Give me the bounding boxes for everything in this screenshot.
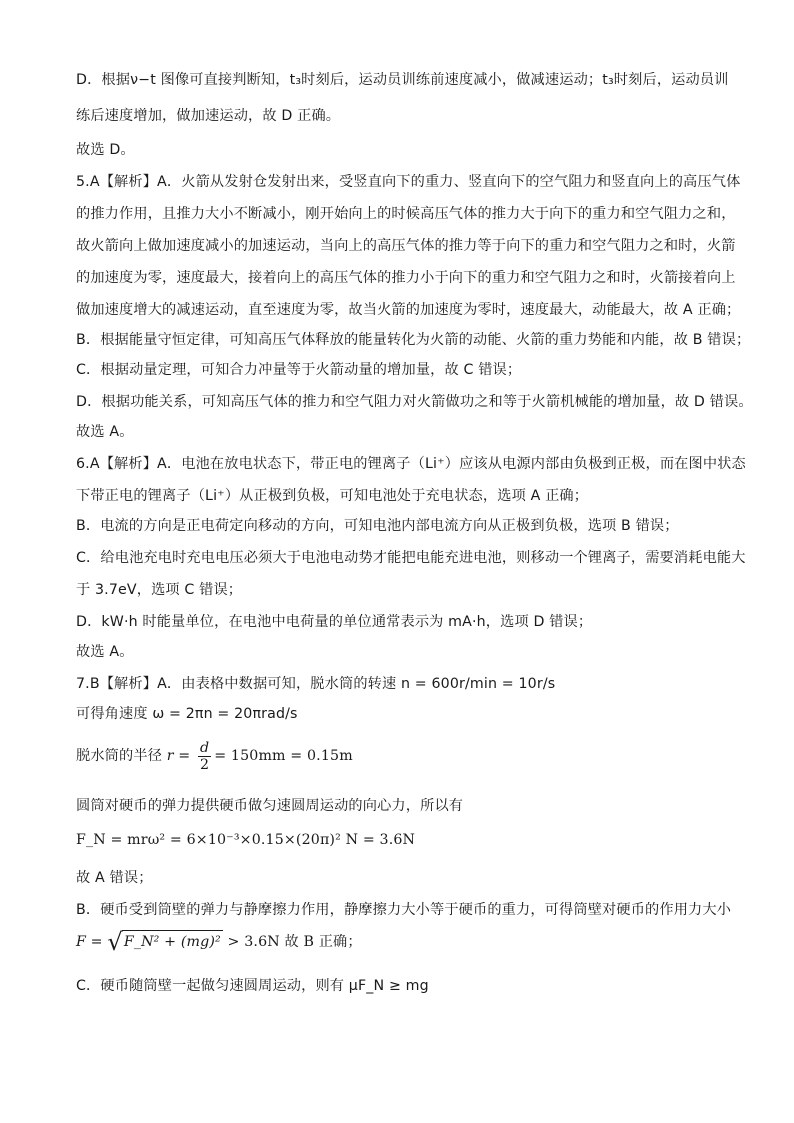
text-line: D．kW·h 时能量单位，在电池中电荷量的单位通常表示为 mA·h，选项 D 错误； [76, 614, 593, 630]
force-formula-line [76, 930, 734, 960]
radius-prefix: 脱水筒的半径 [76, 748, 167, 764]
text-line: C．给电池充电时充电电压必须大于电池电动势才能把电能充进电池，则移动一个锂离子，需要消耗电能大 [76, 550, 746, 566]
text-line: 7.B【解析】A．由表格中数据可知，脱水筒的转速 n = 600r/min = 10r/s [76, 676, 556, 692]
text-line: 可得角速度 ω = 2πn = 20πrad/s [76, 706, 298, 722]
text-line: B．硬币受到筒壁的弹力与静摩擦力作用，静摩擦力大小等于硬币的重力，可得筒壁对硬币的作用力大小 [76, 902, 732, 918]
normal-force-formula: F_N = mrω² = 6×10⁻³×0.15×(20π)² N = 3.6N [76, 832, 416, 848]
text-line: 的推力作用，且推力大小不断减小，刚开始向上的时候高压气体的推力大于向下的重力和空气阻力之和， [76, 206, 736, 222]
text-line: D．根据功能关系，可知高压气体的推力和空气阻力对火箭做功之和等于火箭机械能的增加量，故 D 错误。 [76, 394, 753, 410]
text-line: 6.A【解析】A．电池在放电状态下，带正电的锂离子（Li⁺）应该从电源内部由负极到正极，而在图中状态 [76, 456, 746, 472]
radius-rhs: = 150mm = 0.15m [214, 748, 353, 764]
text-line: 故 A 错误； [76, 870, 153, 886]
text-line: 做加速度增大的减速运动，直至速度为零，故当火箭的加速度为零时，速度最大，动能最大，故 A 正确； [76, 302, 741, 318]
fraction [198, 740, 211, 773]
radius-formula-line: 脱水筒的半径 r = $\frac{d}{2}$ = 150mm = 0.15m [76, 739, 353, 773]
force-rhs: > 3.6N 故 B 正确； [227, 934, 362, 950]
square-root: √ F_N² + (mg)² [107, 928, 221, 956]
text-line: B．根据能量守恒定律，可知高压气体释放的能量转化为火箭的动能、火箭的重力势能和内能，故 B 错误； [76, 332, 751, 348]
text-line: 练后速度增加，做加速运动，故 D 正确。 [76, 108, 341, 124]
text-line: 5.A【解析】A．火箭从发射仓发射出来，受竖直向下的重力、竖直向下的空气阻力和竖直向上的高压气体 [76, 174, 741, 190]
text-line: 故选 D。 [76, 142, 135, 158]
text-line: C．硬币随筒壁一起做匀速圆周运动，则有 μF_N ≥ mg [76, 978, 429, 994]
text-line: 圆筒对硬币的弹力提供硬币做匀速圆周运动的向心力，所以有 [76, 798, 464, 814]
text-line: 于 3.7eV，选项 C 错误； [76, 582, 243, 598]
fraction-denominator: 2 [200, 756, 210, 773]
fraction-numerator: d [199, 739, 210, 756]
text-line: 下带正电的锂离子（Li⁺）从正极到负极，可知电池处于充电状态，选项 A 正确； [76, 488, 589, 504]
radicand: F_N² + (mg)² [122, 930, 223, 952]
text-line: 故选 A。 [76, 644, 134, 660]
force-lhs: F = [76, 934, 103, 950]
radius-lhs: r [166, 748, 174, 764]
text-line: 的加速度为零，速度最大，接着向上的高压气体的推力小于向下的重力和空气阻力之和时，火箭接着向上 [76, 270, 736, 286]
text-line: 故选 A。 [76, 424, 134, 440]
text-line: B．电流的方向是正电荷定向移动的方向，可知电池内部电流方向从正极到负极，选项 B 错误； [76, 518, 679, 534]
text-line: D．根据ν−t 图像可直接判断知，t₃时刻后，运动员训练前速度减小，做减速运动；t₃时刻后，运动员训 [76, 72, 729, 88]
text-line: C．根据动量定理，可知合力冲量等于火箭动量的增加量，故 C 错误； [76, 362, 522, 378]
text-line: 故火箭向上做加速度减小的加速运动，当向上的高压气体的推力等于向下的重力和空气阻力之和时，火箭 [76, 238, 736, 254]
